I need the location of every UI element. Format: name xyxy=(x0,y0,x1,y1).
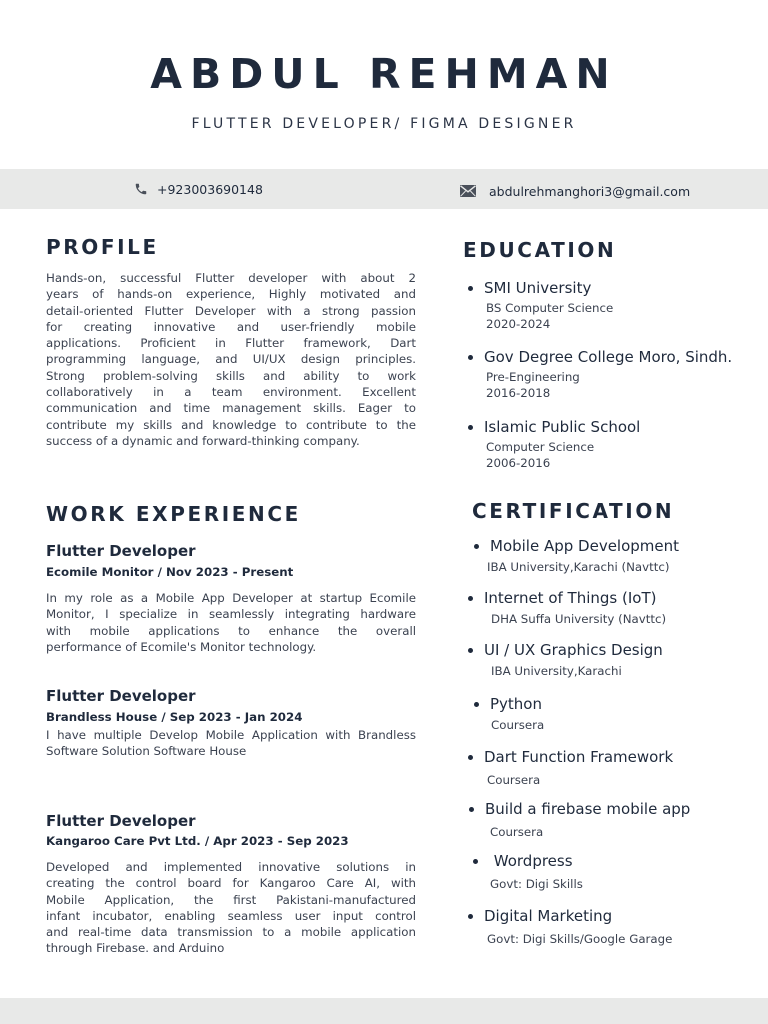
job-line: Monitor, I specialize in seamlessly integrating hardware xyxy=(46,607,416,622)
email-address[interactable]: abdulrehmanghori3@gmail.com xyxy=(489,183,691,199)
profile-heading: PROFILE xyxy=(46,235,159,259)
certification-item xyxy=(474,695,544,733)
job-line: performance of Ecomile's Monitor technology. xyxy=(46,639,317,654)
phone-number[interactable]: +923003690148 xyxy=(157,181,263,197)
certification-item xyxy=(468,589,666,627)
job-title: Flutter Developer xyxy=(46,687,196,705)
profile-line: applications. Proficient in Flutter framework, Dart xyxy=(46,336,416,351)
certification-name: Python xyxy=(490,695,542,713)
resume-role: FLUTTER DEVELOPER/ FIGMA DESIGNER xyxy=(191,116,577,132)
resume-name: ABDUL REHMAN xyxy=(150,50,618,98)
education-item xyxy=(468,279,613,333)
education-years: 2006-2016 xyxy=(486,456,551,471)
certification-heading: CERTIFICATION xyxy=(472,499,675,523)
job-line: Developed and implemented innovative solutions in xyxy=(46,860,416,874)
education-item xyxy=(468,418,640,472)
job-line: Mobile Application, the first Pakistani-manufactured xyxy=(46,892,416,907)
certification-name: Wordpress xyxy=(489,852,573,870)
certification-issuer: Coursera xyxy=(491,718,545,732)
job-description xyxy=(46,727,416,760)
certification-issuer: IBA University,Karachi xyxy=(491,664,622,678)
bullet-dot xyxy=(468,755,473,760)
job-title: Flutter Developer xyxy=(46,812,196,830)
education-degree: Computer Science xyxy=(486,440,595,454)
contact-phone xyxy=(134,169,263,209)
job-title: Flutter Developer xyxy=(46,542,196,560)
profile-line: detail-oriented Flutter Developer with a strong passion xyxy=(46,303,416,318)
certification-item xyxy=(468,641,663,679)
work-heading: WORK EXPERIENCE xyxy=(46,502,301,526)
certification-item xyxy=(469,800,690,840)
bullet-dot xyxy=(468,648,473,653)
bullet-dot xyxy=(473,859,478,864)
bullet-dot xyxy=(474,544,479,549)
bullet-dot xyxy=(468,596,473,601)
education-degree: BS Computer Science xyxy=(486,301,614,315)
job-description xyxy=(46,590,416,655)
profile-line: success of a dynamic and forward-thinking company. xyxy=(46,433,360,448)
education-years: 2016-2018 xyxy=(486,386,551,401)
certification-item xyxy=(468,907,672,947)
job-line: In my role as a Mobile App Developer at startup Ecomile xyxy=(46,591,416,605)
certification-item xyxy=(473,852,583,892)
job-subtitle: Ecomile Monitor / Nov 2023 - Present xyxy=(46,565,294,579)
job-subtitle: Kangaroo Care Pvt Ltd. / Apr 2023 - Sep 2023 xyxy=(46,834,349,848)
job-subtitle: Brandless House / Sep 2023 - Jan 2024 xyxy=(46,710,303,724)
envelope-icon xyxy=(460,185,476,197)
education-school: Gov Degree College Moro, Sindh. xyxy=(484,348,733,366)
certification-issuer: Govt: Digi Skills xyxy=(490,877,583,891)
certification-name: Dart Function Framework xyxy=(484,748,674,766)
bullet-dot xyxy=(468,914,473,919)
certification-name: UI / UX Graphics Design xyxy=(484,641,663,659)
certification-name: Digital Marketing xyxy=(484,907,613,925)
profile-line: contribute my skills and knowledge to contribute to the xyxy=(46,417,416,432)
footer-bar xyxy=(0,998,768,1024)
work-item xyxy=(46,542,416,655)
certification-item xyxy=(474,537,679,575)
certification-issuer: DHA Suffa University (Navttc) xyxy=(491,612,667,626)
job-line: through Firebase. and Arduino xyxy=(46,941,225,956)
certification-name: Internet of Things (IoT) xyxy=(484,589,657,607)
profile-text xyxy=(46,270,416,449)
profile-line: programming language, and UI/UX design principles. xyxy=(46,352,416,367)
education-heading: EDUCATION xyxy=(463,238,617,262)
job-line: Software Solution Software House xyxy=(46,744,247,759)
profile-line: Strong problem-solving skills and ability to work xyxy=(46,368,416,383)
profile-line: for creating innovative and user-friendly mobile xyxy=(46,319,416,334)
certification-item xyxy=(468,748,673,788)
job-line: creating the control board for Kangaroo Care AI, with xyxy=(46,876,416,891)
education-degree: Pre-Engineering xyxy=(486,370,580,384)
certification-name: Mobile App Development xyxy=(490,537,680,555)
work-item xyxy=(46,812,416,957)
phone-icon xyxy=(134,182,148,196)
profile-line: years of hands-on experience, Highly motivated and xyxy=(46,287,416,302)
job-description xyxy=(46,859,416,957)
work-item xyxy=(46,687,416,760)
certification-issuer: IBA University,Karachi (Navttc) xyxy=(487,560,670,574)
bullet-dot xyxy=(474,702,479,707)
education-item xyxy=(468,348,732,402)
bullet-dot xyxy=(468,355,473,360)
job-line: and real-time data transmission to a mobile application xyxy=(46,925,416,940)
education-years: 2020-2024 xyxy=(486,317,551,332)
contact-bar xyxy=(0,169,768,209)
profile-line: communication and time management skills. Eager to xyxy=(46,401,416,416)
bullet-dot xyxy=(468,425,473,430)
certification-name: Build a firebase mobile app xyxy=(485,800,691,818)
certification-issuer: Govt: Digi Skills/Google Garage xyxy=(487,932,673,946)
bullet-dot xyxy=(468,286,473,291)
certification-issuer: Coursera xyxy=(490,825,544,839)
education-school: SMI University xyxy=(484,279,592,297)
profile-line: collaboratively in a team environment. Excellent xyxy=(46,385,416,400)
job-line: with mobile applications to enhance the overall xyxy=(46,623,416,638)
contact-email xyxy=(460,171,690,211)
bullet-dot xyxy=(469,807,474,812)
job-line: infant incubator, enabling seamless user input control xyxy=(46,908,416,923)
profile-line: Hands-on, successful Flutter developer with about 2 xyxy=(46,271,416,285)
education-school: Islamic Public School xyxy=(484,418,641,436)
certification-issuer: Coursera xyxy=(487,773,541,787)
job-line: I have multiple Develop Mobile Application with Brandless xyxy=(46,728,416,742)
